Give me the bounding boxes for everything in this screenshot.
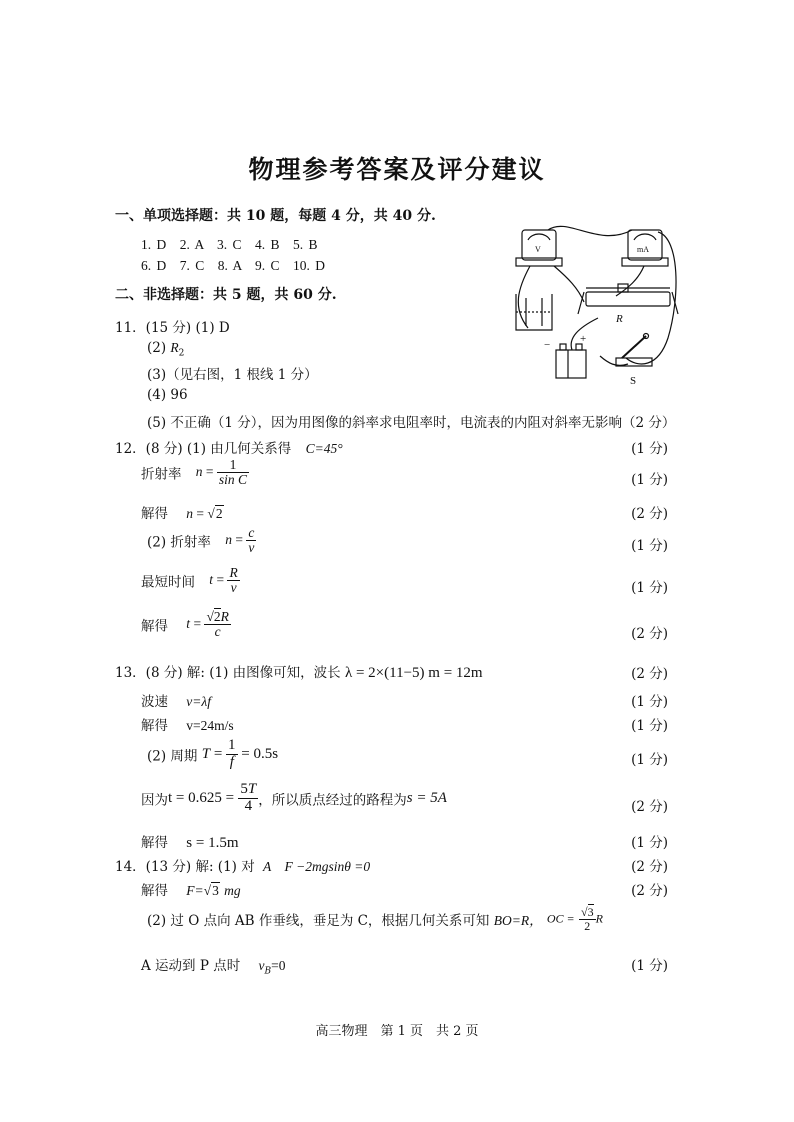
q13-line2 xyxy=(141,690,211,710)
q14-points2: (2 分) xyxy=(631,883,668,899)
q13-line5-label-b: ，所以质点经过的路程为 xyxy=(258,792,407,809)
q14-lead xyxy=(115,855,370,875)
answers-row2: 6. D 7. C 8. A 9. C 10. D xyxy=(141,258,326,273)
q14-points1: (2 分) xyxy=(631,859,668,875)
battery-minus: − xyxy=(544,339,551,351)
q13-eq5b: s = 5A xyxy=(406,789,447,806)
q13-lead xyxy=(115,661,483,682)
q14-line3: (2) 过 O 点向 AB 作垂线，垂足为 C，根据几何关系可知 BO=R， OC = $\frac{√3}{2}$ R xyxy=(147,905,603,933)
q12-eq5: t = $\frac{R}{v}$ xyxy=(209,565,238,596)
q14-eq3: BO=R， xyxy=(493,913,543,929)
q14-line3-label: (2) 过 O 点向 AB 作垂线，垂足为 C，根据几何关系可知 xyxy=(147,913,490,930)
wire-3 xyxy=(626,232,676,364)
answers-row1: 1. D 2. A 3. C 4. B 5. B xyxy=(141,237,318,252)
q11-part2-label: (2) xyxy=(147,340,167,356)
q12-eq1: C=45° xyxy=(305,441,343,456)
rheostat-label: R xyxy=(616,313,623,325)
q12-points6: (2 分) xyxy=(631,626,668,642)
q12-points1: (1 分) xyxy=(631,441,668,457)
rheostat-body xyxy=(586,292,670,306)
q14-eq1: A F −2mgsinθ =0 xyxy=(263,859,371,874)
q12-lead xyxy=(115,437,343,457)
q13-line4-label: (2) 周期 xyxy=(147,748,198,765)
q13-eq1: λ = 2×(11−5) m = 12m xyxy=(344,665,483,681)
q13-points2: (1 分) xyxy=(631,694,668,710)
q14-lead-text: 14．(13 分) 解: (1) 对 xyxy=(115,859,255,875)
wire-2 xyxy=(548,226,632,235)
q12-points2: (1 分) xyxy=(631,472,668,488)
switch-label: S xyxy=(630,375,637,387)
q12-line4 xyxy=(147,526,256,555)
q13-lead-text: 13．(8 分) 解: (1) 由图像可知，波长 xyxy=(115,665,341,681)
q11-lead: 11．(15 分) (1) D xyxy=(115,320,230,336)
circuit-diagram xyxy=(508,218,684,388)
q14-eq2a: F= xyxy=(186,883,204,898)
q12-line6-label: 解得 xyxy=(141,618,168,635)
page-footer: 高三物理 第 1 页 共 2 页 xyxy=(315,1024,479,1039)
q13-line3 xyxy=(141,714,234,734)
q14-line2-label: 解得 xyxy=(141,883,168,899)
q12-line2-label: 折射率 xyxy=(141,466,182,483)
q13-points4: (1 分) xyxy=(631,752,668,768)
q11-part5: (5) 不正确（1 分），因为用图像的斜率求电阻率时，电流表的内阻对斜率无影响（2 分） xyxy=(147,415,676,431)
q12-points4: (1 分) xyxy=(631,538,668,554)
q14-points4: (1 分) xyxy=(631,958,668,974)
q13-eq3: v=24m/s xyxy=(186,718,234,733)
wire-1 xyxy=(518,266,530,328)
ammeter-scale xyxy=(634,234,656,240)
q13-line6 xyxy=(141,831,239,852)
battery-plus: + xyxy=(580,333,587,345)
q11-part2-sub: 2 xyxy=(178,348,185,359)
q13-points6: (1 分) xyxy=(631,835,668,851)
q12-line4-label: (2) 折射率 xyxy=(147,534,211,551)
q13-frac-5t-4: $\frac{5T}{4}$ xyxy=(240,781,257,814)
q13-eq5a: t = 0.625 = xyxy=(168,789,235,806)
voltmeter-label: V xyxy=(535,245,541,254)
section1-heading: 一、单项选择题：共 10 题，每题 4 分，共 40 分. xyxy=(115,208,436,224)
battery xyxy=(556,350,586,378)
q12-line2 xyxy=(141,458,249,487)
q12-eq6: t = $\frac{√2R}{c}$ xyxy=(186,609,229,640)
q13-line5 xyxy=(141,782,447,815)
q12-line5 xyxy=(141,566,240,595)
q11-part4: (4) 96 xyxy=(147,387,188,403)
q13-line4 xyxy=(147,738,278,771)
ammeter-label: mA xyxy=(637,245,649,254)
wire-4 xyxy=(554,266,584,302)
q12-eq4: n = $\frac{c}{v}$ xyxy=(225,525,255,556)
q12-line3 xyxy=(141,502,224,522)
q12-eq2: n = $\frac{1}{\text{sin C}}$ xyxy=(195,457,248,488)
q13-points5: (2 分) xyxy=(631,799,668,815)
q13-points3: (1 分) xyxy=(631,718,668,734)
q14-eq2b: mg xyxy=(224,883,241,898)
q14-eq3b: OC = xyxy=(546,911,575,926)
q12-line6 xyxy=(141,610,231,639)
q13-points1: (2 分) xyxy=(631,666,668,682)
voltmeter-scale xyxy=(528,234,550,240)
q11-part3: (3)（见右图，1 根线 1 分） xyxy=(147,367,318,383)
section2-heading: 二、非选择题：共 5 题，共 60 分. xyxy=(115,287,337,303)
q13-eq4-value: = 0.5s xyxy=(241,745,279,762)
q13-line5-label-a: 因为 xyxy=(141,792,168,809)
q13-eq6: s = 1.5m xyxy=(186,835,239,851)
q14-eq4: v xyxy=(258,958,265,973)
q13-eq4: T = $\frac{1}{f}$ = 0.5s xyxy=(201,737,279,770)
q11-part2-var: R xyxy=(170,340,179,355)
q12-points5: (1 分) xyxy=(631,580,668,596)
q14-eq4-sub: B xyxy=(264,966,272,977)
page-title: 物理参考答案及评分建议 xyxy=(248,155,546,184)
q12-points3: (2 分) xyxy=(631,506,668,522)
q12-line5-label: 最短时间 xyxy=(141,574,195,591)
q12-line3-label: 解得 xyxy=(141,506,168,522)
q11-part2 xyxy=(147,340,184,359)
q14-frac-sqrt3-2: $\frac{√3}{2}$ xyxy=(580,905,594,933)
q14-line4 xyxy=(141,954,286,977)
q14-eq4-tail: =0 xyxy=(271,958,286,973)
q12-eq3: n = √2 xyxy=(186,506,223,521)
q12-lead-text: 12．(8 分) (1) 由几何关系得 xyxy=(115,441,292,457)
q14-line2: 解得 F=√3 mg xyxy=(141,883,241,899)
q13-line2-label: 波速 xyxy=(141,694,168,710)
q13-line6-label: 解得 xyxy=(141,835,168,851)
q14-line4-label: A 运动到 P 点时 xyxy=(141,958,241,974)
q13-eq2: v=λf xyxy=(186,694,211,709)
q13-line3-label: 解得 xyxy=(141,718,168,734)
